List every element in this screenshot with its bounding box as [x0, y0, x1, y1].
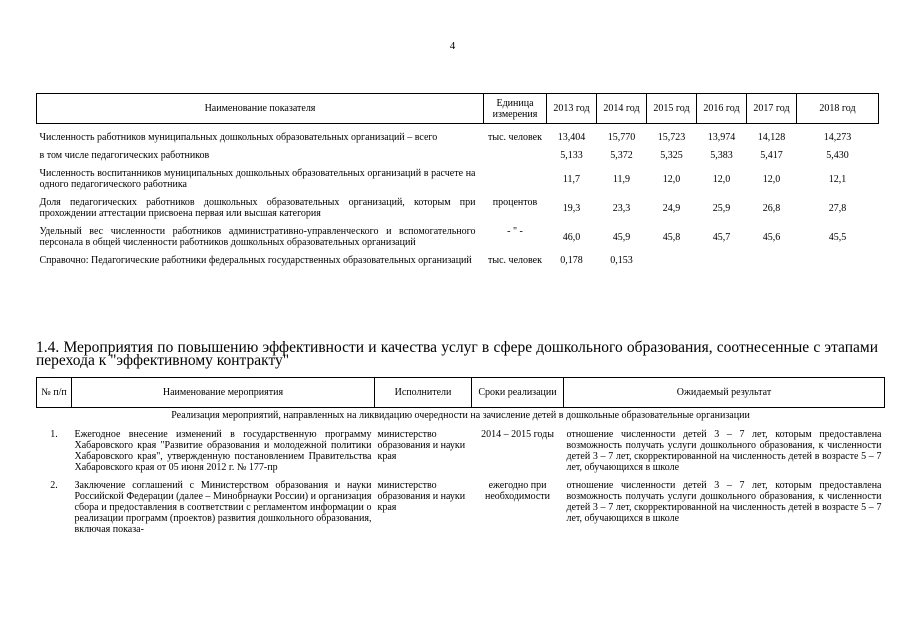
measure-executor: министерство образования и науки края: [377, 480, 466, 513]
table-row: [37, 226, 879, 255]
table-row: [37, 168, 879, 197]
table-row: [37, 124, 879, 151]
value-cell: 12,0: [662, 173, 681, 185]
value-cell: 45,7: [712, 231, 731, 243]
value-cell: 11,7: [562, 173, 581, 185]
value-cell: [797, 255, 879, 273]
value-cell: [647, 255, 697, 273]
measure-name: Ежегодное внесение изменений в государственную программу Хабаровского края "Развитие образования и молодежной политики Хабаровского края", утвержденную постановлением Правительства Хабаровского края от 05 июня 2012 г. № 177-пр: [74, 429, 372, 473]
header-cell: 2013 год: [547, 94, 597, 124]
header-cell: Наименование показателя: [37, 94, 484, 124]
table-row: [37, 478, 885, 540]
indicator-name: в том числе педагогических работников: [39, 150, 210, 161]
value-cell: 5,417: [760, 150, 783, 161]
value-cell: 5,372: [610, 150, 633, 161]
measures-header-row: [37, 378, 885, 408]
measure-term: ежегодно при необходимости: [484, 480, 550, 502]
value-cell: 12,0: [762, 173, 781, 185]
header-cell: Исполнители: [375, 378, 472, 408]
measures-table: [36, 377, 885, 540]
value-cell: 5,430: [826, 150, 849, 161]
indicators-header-row: [37, 94, 879, 124]
measure-number: 1.: [50, 429, 58, 440]
value-cell: 45,9: [612, 231, 631, 243]
indicator-unit: - " -: [507, 226, 523, 237]
header-cell: 2018 год: [797, 94, 879, 124]
header-cell: Наименование мероприятия: [72, 378, 375, 408]
indicator-unit: тыс. человек: [488, 132, 542, 143]
value-cell: 23,3: [612, 202, 631, 214]
value-cell: 26,8: [762, 202, 781, 214]
indicator-unit: [484, 168, 547, 197]
indicator-name: Справочно: Педагогические работники федеральных государственных образовательных организаций: [39, 255, 472, 266]
value-cell: 13,404: [557, 132, 586, 143]
value-cell: 15,723: [657, 132, 686, 143]
table-row: [37, 427, 885, 478]
indicator-name: Численность воспитанников муниципальных дошкольных образовательных организаций в расчете на одного педагогического работника: [39, 168, 476, 190]
group-row: [37, 408, 885, 428]
value-cell: 15,770: [607, 132, 636, 143]
value-cell: 0,178: [560, 255, 583, 266]
header-cell: № п/п: [37, 378, 72, 408]
page-number: 4: [449, 40, 456, 52]
measure-result: отношение численности детей 3 – 7 лет, которым предоставлена возможность получать услуги дошкольного образования, к численности детей 3 – 7 лет, скорректированной на численность детей в возрасте 5 – 7 лет, обучающихся в школе: [566, 480, 882, 524]
table-row: [37, 197, 879, 226]
header-cell: Сроки реализации: [472, 378, 564, 408]
header-cell: 2014 год: [597, 94, 647, 124]
group-title: Реализация мероприятий, направленных на ликвидацию очередности на зачисление детей в дошкольные образовательные организации: [171, 410, 750, 421]
value-cell: 12,0: [712, 173, 731, 185]
value-cell: 24,9: [662, 202, 681, 214]
value-cell: 13,974: [707, 132, 736, 143]
value-cell: 5,133: [560, 150, 583, 161]
value-cell: 46,0: [562, 231, 581, 243]
indicator-name: Удельный вес численности работников административно-управленческого и вспомогательного персонала в общей численности работников дошкольных образовательных организаций: [39, 226, 476, 248]
indicator-unit: процентов: [492, 197, 538, 208]
header-cell: Ожидаемый результат: [564, 378, 885, 408]
measure-term: 2014 – 2015 годы: [481, 429, 554, 440]
value-cell: 27,8: [828, 202, 847, 214]
value-cell: 14,128: [757, 132, 786, 143]
value-cell: 19,3: [562, 202, 581, 214]
value-cell: 5,383: [710, 150, 733, 161]
header-cell: 2015 год: [647, 94, 697, 124]
indicator-name: Численность работников муниципальных дошкольных образовательных организаций – всего: [39, 132, 438, 143]
value-cell: 5,325: [660, 150, 683, 161]
measure-number: 2.: [50, 480, 58, 491]
value-cell: 11,9: [612, 173, 631, 185]
value-cell: 14,273: [823, 132, 852, 143]
indicators-table: [36, 93, 879, 273]
header-cell: 2016 год: [697, 94, 747, 124]
table-row: [37, 150, 879, 168]
header-cell: Единица измерения: [484, 94, 547, 124]
table-row: [37, 255, 879, 273]
value-cell: 45,8: [662, 231, 681, 243]
header-cell: 2017 год: [747, 94, 797, 124]
indicator-unit: тыс. человек: [488, 255, 542, 266]
indicator-name: Доля педагогических работников дошкольных образовательных организаций, которым при прохождении аттестации присвоена первая или высшая категория: [39, 197, 476, 219]
measure-executor: министерство образования и науки края: [377, 429, 466, 462]
value-cell: [747, 255, 797, 273]
measure-name: Заключение соглашений с Министерством образования и науки Российской Федерации (далее – Минобрнауки России) и организация сбора и предоставления в соответствии с регламентом информации о реализации программ (проектов) развития дошкольного образования, включая показа-: [74, 480, 372, 535]
value-cell: [697, 255, 747, 273]
value-cell: 12,1: [828, 173, 847, 185]
value-cell: 45,6: [762, 231, 781, 243]
value-cell: 25,9: [712, 202, 731, 214]
value-cell: 45,5: [828, 231, 847, 243]
measure-result: отношение численности детей 3 – 7 лет, которым предоставлена возможность получать услуги дошкольного образования, к численности детей 3 – 7 лет, скорректированной на численность детей в возрасте 5 – 7 лет, обучающихся в школе: [566, 429, 882, 473]
indicator-unit: [484, 150, 547, 168]
value-cell: 0,153: [610, 255, 633, 266]
section-title: 1.4. Мероприятия по повышению эффективности и качества услуг в сфере дошкольного образования, соотнесенные с этапами перехода к "эффективному контракту": [36, 339, 878, 369]
